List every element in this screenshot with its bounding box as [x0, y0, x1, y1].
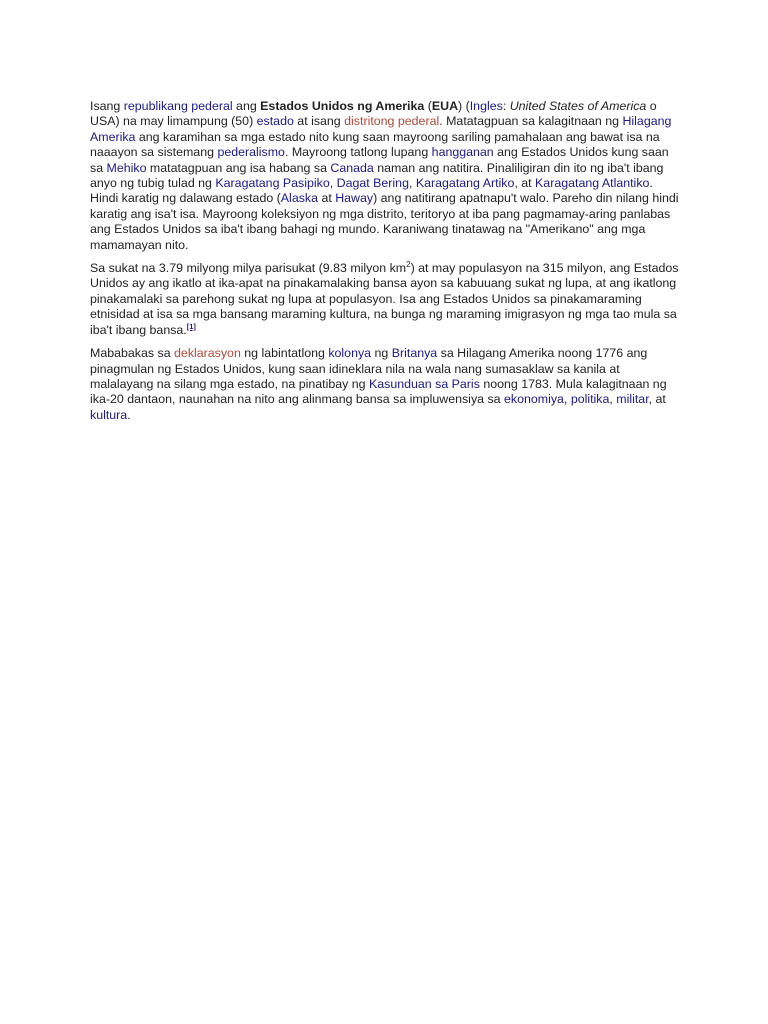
- link-dagat-bering[interactable]: Dagat Bering: [336, 176, 409, 191]
- link-karagatang-atlantiko[interactable]: Karagatang Atlantiko: [535, 176, 650, 191]
- link-kolonya[interactable]: kolonya: [328, 346, 372, 361]
- article-body: [90, 99, 680, 431]
- text-run: . Mayroong tatlong lupang: [284, 145, 432, 160]
- text-run: ng labintatlong: [240, 346, 329, 361]
- bold-term: Estados Unidos ng Amerika: [260, 99, 425, 113]
- text-run: , at: [514, 176, 536, 191]
- text-run: ,: [563, 392, 571, 407]
- text-run: ang karamihan sa mga estado nito kung saan mayroong sariling pamahalaan ang bawat isa na naaayon sa sistemang: [90, 129, 660, 160]
- text-run: ) at may populasyon na 315 milyon, ang Estados Unidos ay ang ikatlo at ika-apat na pinakamalaking bansa ayon sa kabuuang sukat ng lupa, at ang ikatlong pinakamalaki sa parehong sukat ng lupa at populasyon. Isa ang Estados Unidos sa pinakamaraming etnisidad at isa sa mga bansang maraming kultura, na bunga ng maraming imigrasyon ng mga tao mula sa iba't ibang bansa.: [90, 261, 679, 337]
- link-canada[interactable]: Canada: [330, 160, 374, 175]
- text-run: ng: [371, 346, 392, 361]
- bold-term: EUA: [431, 99, 459, 113]
- text-run: ) (: [458, 99, 470, 113]
- link-kultura[interactable]: kultura: [90, 407, 128, 422]
- link-pederalismo[interactable]: pederalismo: [217, 145, 285, 160]
- text-run: noong 1783. Mula kalagitnaan ng ika-20 dantaon, naunahan na nito ang alinmang bansa sa impluwensiya sa: [90, 376, 667, 407]
- text-run: ang Estados Unidos kung saan sa: [90, 145, 669, 175]
- text-run: o USA) na may limampung (50): [90, 99, 657, 129]
- text-run: . Hindi karatig ng dalawang estado (: [90, 176, 653, 206]
- text-run: :: [502, 99, 510, 113]
- link-karagatang-pasipiko[interactable]: Karagatang Pasipiko: [215, 176, 330, 191]
- link-estado[interactable]: estado: [256, 114, 294, 129]
- text-run: sa Hilagang Amerika noong 1776 ang pinagmulan ng Estados Unidos, kung saan idineklara nila na wala nang sumasaklaw sa kanila at malalayang na silang mga estado, na pinatibay ng: [90, 346, 648, 391]
- link-republikang-pederal[interactable]: republikang pederal: [123, 99, 233, 113]
- text-run: Sa sukat na 3.79 milyong milya parisukat (9.83 milyon km: [90, 261, 407, 276]
- link-ekonomiya[interactable]: ekonomiya: [504, 392, 564, 407]
- text-run: at: [318, 191, 336, 206]
- text-run: Mababakas sa: [90, 346, 175, 361]
- text-run: naman ang natitira. Pinaliligiran din ito ng iba't ibang anyo ng tubig tulad ng: [90, 160, 664, 191]
- text-run: ,: [329, 176, 337, 191]
- italic-term: United States of America: [509, 99, 647, 113]
- link-militar[interactable]: militar: [616, 392, 649, 407]
- text-run: (: [424, 99, 432, 113]
- link-karagatang-artiko[interactable]: Karagatang Artiko: [415, 176, 515, 191]
- link-hangganan[interactable]: hangganan: [431, 145, 494, 160]
- link-mehiko[interactable]: Mehiko: [106, 160, 147, 175]
- link-politika[interactable]: politika: [570, 392, 610, 407]
- text-run: ,: [408, 176, 416, 191]
- text-run: ,: [609, 392, 617, 407]
- paragraph-intro: [90, 99, 680, 253]
- link-hilagang-amerika[interactable]: Hilagang Amerika: [90, 114, 672, 144]
- text-run: ) ang natitirang apatnapu't walo. Pareho din nilang hindi karatig ang isa't isa. Mayroong koleksiyon ng mga distrito, teritoryo at iba pang pagmamay-aring panlabas ang Estados Unidos sa iba't ibang bahagi ng mundo. Karaniwang tinatawag na "Amerikano" ang mga mamamayan nito.: [90, 191, 679, 252]
- text-run: . Matatagpuan sa kalagitnaan ng: [439, 114, 623, 129]
- text-run: .: [127, 407, 131, 422]
- reference-1-link[interactable]: [1]: [186, 321, 196, 331]
- link-haway[interactable]: Haway: [335, 191, 374, 206]
- link-britanya[interactable]: Britanya: [391, 346, 438, 361]
- text-run: at isang: [293, 114, 345, 129]
- link-ingles[interactable]: Ingles: [469, 99, 503, 113]
- text-run: Isang: [90, 99, 124, 113]
- text-run: ang: [232, 99, 261, 113]
- text-run: matatagpuan ang isa habang sa: [146, 160, 331, 175]
- paragraph-size-population: [90, 261, 680, 338]
- link-alaska[interactable]: Alaska: [280, 191, 318, 206]
- link-distritong-pederal[interactable]: distritong pederal: [344, 114, 440, 129]
- superscript: 2: [406, 259, 411, 269]
- paragraph-history: [90, 346, 680, 423]
- link-kasunduan-sa-paris[interactable]: Kasunduan sa Paris: [368, 376, 480, 391]
- link-deklarasyon[interactable]: deklarasyon: [174, 346, 241, 361]
- text-run: , at: [648, 392, 666, 407]
